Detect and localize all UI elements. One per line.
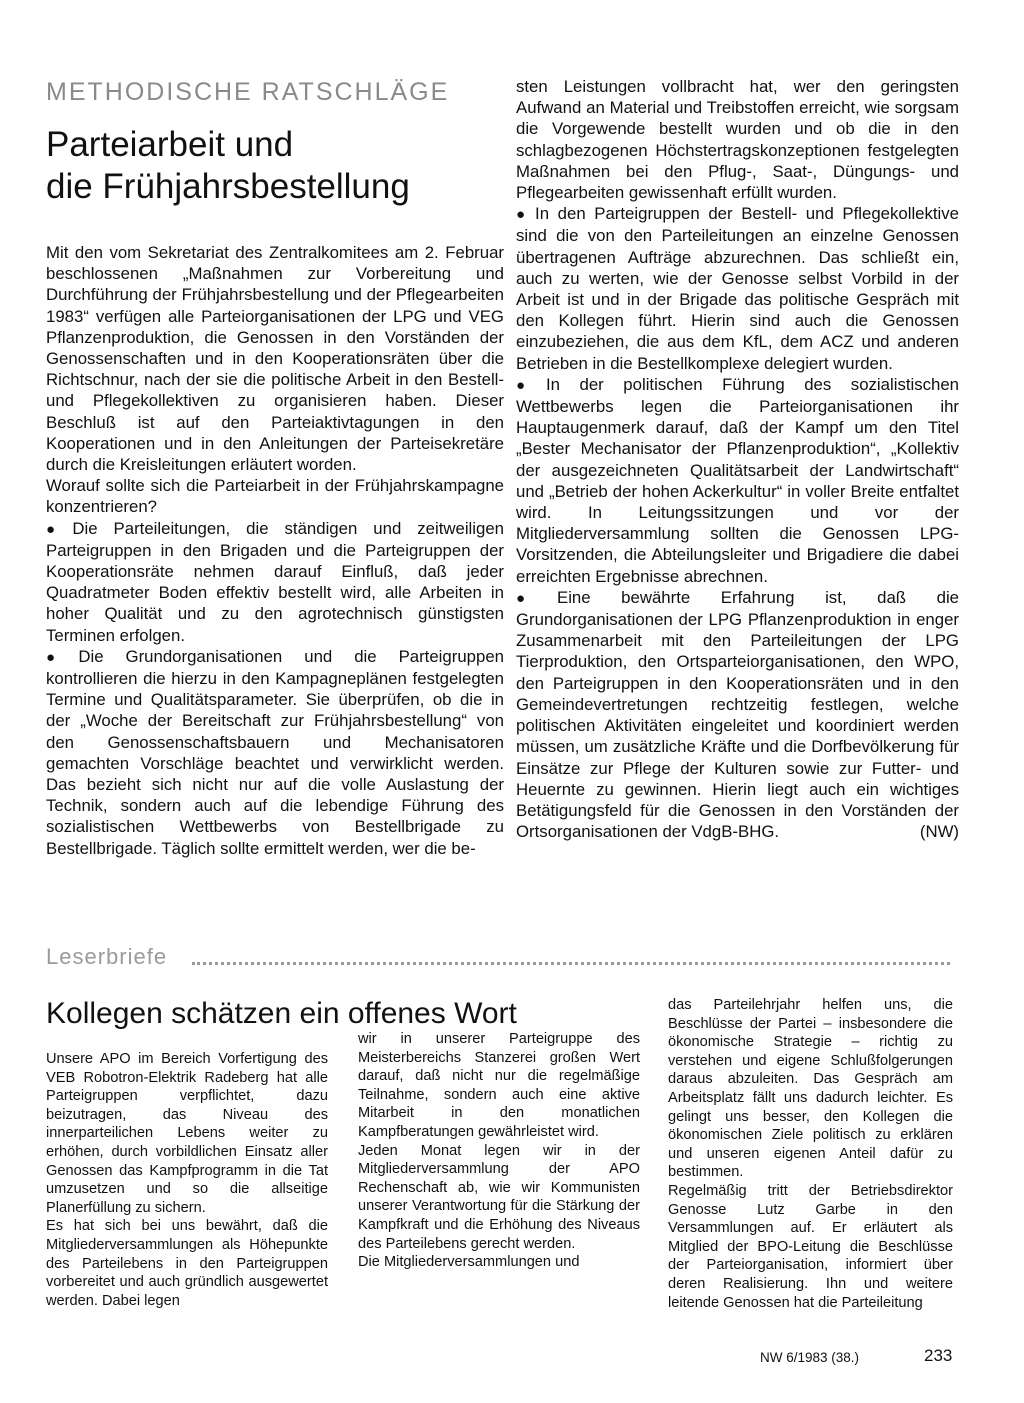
paragraph: Es hat sich bei uns bewährt, daß die Mitgliederversammlungen als Höhepunkte des Parteilebens in den Parteigruppen vorbereitet und auch gründlich ausgewertet werden. Dabei legen: [46, 1218, 328, 1309]
paragraph: Die Mitgliederversammlungen und: [358, 1254, 580, 1271]
letter-title: Kollegen schätzen ein offenes Wort: [46, 997, 517, 1030]
paragraph: Mit den vom Sekretariat des Zentralkomitees am 2. Februar beschlossenen „Maßnahmen zur Vorbereitung und Durchführung der Frühjahrsbestellung und der Pflegearbeiten 1983“ verfügen alle Parteiorganisationen der LPG und VEG Pflanzenproduktion, die Genossen in den Vorständen der Genossenschaften und in den Kooperationsräten über die Richtschnur, nach der sie die politische Arbeit in den Bestell- und Pflegekollektiven zu organisieren haben. Dieser Beschluß ist auf den Parteiaktivtagungen in den Kooperationen und in den Anleitungen der Parteisekretäre durch die Kreisleitungen erläutert worden.: [46, 243, 504, 475]
section-kicker: METHODISCHE RATSCHLÄGE: [46, 78, 450, 106]
letter-column-3: [668, 996, 953, 1312]
section-divider: [192, 962, 950, 965]
paragraph: Jeden Monat legen wir in der Mitgliederversammlung der APO Rechenschaft ab, wie wir Kommunisten unserer Verantwortung für die Stärkung der Kampfkraft und die Erhöhung des Niveaus des Parteilebens gerecht werden.: [358, 1142, 640, 1252]
paragraph: Worauf sollte sich die Parteiarbeit in der Frühjahrskampagne konzentrieren?: [46, 476, 504, 517]
bullet-paragraph: ● Die Grundorganisationen und die Parteigruppen kontrollieren die hierzu in den Kampagneplänen festgelegten Termine und Qualitätsparameter. Sie überprüfen, ob die in der „Woche der Bereitschaft zur Frühjahrsbestellung“ von den Genossenschaftsbauern und Mechanisatoren gemachten Vorschläge beachtet und verwirklicht werden. Das bezieht sich nicht nur auf die volle Auslastung der Technik, sondern auch auf die lebendige Führung des sozialistischen Wettbewerbs von Bestellbrigade zu Bestellbrigade. Täglich sollte ermittelt werden, wer die be-: [46, 646, 504, 859]
paragraph: Regelmäßig tritt der Betriebsdirektor Genosse Lutz Garbe in den Versammlungen auf. Er erläutert als Mitglied der BPO-Leitung die Beschlüsse der Parteiorganisation, informiert über deren Realisierung. Ihn und weitere leitende Genossen hat die Parteileitung: [668, 1182, 953, 1311]
issue-reference: NW 6/1983 (38.): [760, 1350, 860, 1365]
article-column-1: [46, 242, 504, 859]
article-column-2: [516, 76, 959, 842]
letter-column-2: [358, 1030, 640, 1272]
article-title-line-2: die Frühjahrsbestellung: [46, 167, 410, 206]
paragraph-text: Eine bewährte Erfahrung ist, daß die Grundorganisationen der LPG Pflanzenproduktion in enger Zusammenarbeit mit den Parteileitungen der LPG Tierproduktion, den Ortsparteiorganisationen, den WPO, den Parteigruppen in den Kooperationsräten und in den Gemeindevertretungen rechtzeitig festlegen, welche politischen Aktivitäten eingeleitet und koordiniert werden müssen, um zusätzliche Kräfte und die Dorfbevölkerung für Einsätze zur Pflege der Kulturen sowie zur Futter- und Heuernte zu gewinnen. Hierin liegt auch ein wichtiges Betätigungsfeld für die Genossen in den Vorständen der Ortsorganisationen der VdgB-BHG.: [516, 587, 960, 842]
paragraph: Unsere APO im Bereich Vorfertigung des VEB Robotron-Elektrik Radeberg hat alle Parteigruppen verpflichtet, dazu beizutragen, das Niveau des innerparteilichen Lebens weiter zu erhöhen, durch vorbildlichen Einsatz aller Genossen das Kampfprogramm in die Tat umzusetzen und so die allseitige Planerfüllung zu sichern.: [46, 1051, 328, 1216]
page-number: 233: [924, 1346, 953, 1365]
bullet-paragraph: ● In den Parteigruppen der Bestell- und Pflegekollektive sind die von den Parteileitungen an einzelne Genossen übertragenen Aufträge abzurechnen. Das schließt ein, auch zu werten, wie der Genosse selbst Vorbild in der Arbeit ist und in der Brigade das politische Gespräch mit den Kollegen führt. Hierin sind auch die Genossen einzubeziehen, die aus dem KfL, dem ACZ und anderen Betrieben in die Bestellkomplexe delegiert wurden.: [516, 203, 959, 374]
author-signature: (NW): [919, 822, 959, 842]
bullet-paragraph: ● In der politischen Führung des sozialistischen Wettbewerbs legen die Parteiorganisationen ihr Hauptaugenmerk darauf, daß der Kampf um den Titel „Bester Mechanisator der Pflanzenproduktion“, „Kollektiv der ausgezeichneten Qualitätsarbeit der Landwirtschaft“ und „Betrieb der hohen Ackerkultur“ in voller Breite entfaltet wird. In Leitungssitzungen und vor der Mitgliederversammlung sollten die Genossen LPG-Vorsitzenden, die Abteilungsleiter und Brigadiere die dabei erreichten Ergebnisse abrechnen.: [516, 374, 959, 587]
bullet-paragraph: ● Die Parteileitungen, die ständigen und zeitweiligen Parteigruppen in den Brigaden und die Parteigruppen der Kooperationsräte nehmen darauf Einfluß, daß jeder Quadratmeter Boden effektiv bestellt wird, alle Arbeiten in hoher Qualität und zu den agrotechnisch günstigsten Terminen erfolgen.: [46, 518, 504, 646]
letter-column-1: [46, 1050, 328, 1310]
bullet-paragraph: [516, 587, 959, 842]
article-title: [46, 124, 486, 208]
paragraph: wir in unserer Parteigruppe des Meisterbereichs Stanzerei großen Wert darauf, daß nicht nur die regelmäßige Teilnahme, sondern auch eine aktive Mitarbeit in den monatlichen Kampfberatungen gewährleistet wird.: [358, 1031, 640, 1140]
section-label-leserbriefe: Leserbriefe: [46, 944, 168, 969]
paragraph: sten Leistungen vollbracht hat, wer den geringsten Aufwand an Material und Treibstoffen erreicht, wie sorgsam die Vorgewende bestellt wurden und ob die in den schlagbezogenen Höchstertragskonzeptionen festgelegten Maßnahmen bei den Pflug-, Saat-, Düngungs- und Pflegearbeiten gewissenhaft erfüllt wurden.: [516, 77, 959, 203]
paragraph: das Parteilehrjahr helfen uns, die Beschlüsse der Partei – insbesondere die ökonomische Strategie – richtig zu verstehen und eigene Schlußfolgerungen daraus abzuleiten. Das Gespräch am Arbeitsplatz fällt uns dadurch leichter. Es gelingt uns besser, den Kollegen die ökonomischen Ziele politisch zu erklären und unseren eigenen Anteil dafür zu bestimmen.: [668, 997, 953, 1181]
article-title-line-1: Parteiarbeit und: [46, 125, 294, 164]
